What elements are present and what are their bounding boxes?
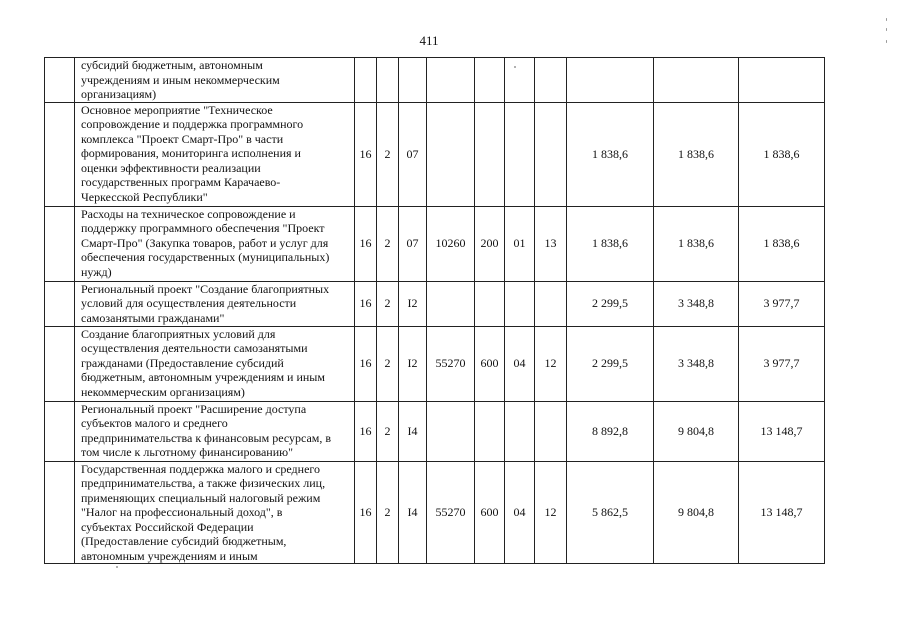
code-cell: 04 (505, 326, 535, 401)
code-cell: 16 (355, 461, 377, 564)
table-row (45, 58, 825, 103)
code-cell: I2 (399, 281, 427, 326)
table-row (45, 206, 825, 281)
code-cell: 16 (355, 281, 377, 326)
row-margin-cell (45, 326, 75, 401)
amount-cell: 3 977,7 (739, 281, 825, 326)
code-cell: 600 (475, 461, 505, 564)
code-cell: 2 (377, 102, 399, 206)
code-cell: 2 (377, 326, 399, 401)
amount-cell: 13 148,7 (739, 461, 825, 564)
table-row (45, 326, 825, 401)
code-cell (399, 58, 427, 103)
page-number: 411 (419, 33, 439, 48)
amount-cell: 3 977,7 (739, 326, 825, 401)
amount-cell: 2 299,5 (567, 281, 654, 326)
code-cell: 2 (377, 206, 399, 281)
row-name: Государственная поддержка малого и среднего предпринимательства, а также физических лиц, применяющих специальный налоговый режим "Налог на профессиональный доход", в субъектах Российской Федерации (Предоставление субсидий бюджетным, автономным учреждениям и иным (75, 461, 355, 564)
code-cell (535, 281, 567, 326)
row-margin-cell (45, 102, 75, 206)
code-cell: 13 (535, 206, 567, 281)
code-cell: 12 (535, 326, 567, 401)
code-cell (475, 58, 505, 103)
amount-cell: 1 838,6 (739, 206, 825, 281)
code-cell: 07 (399, 206, 427, 281)
code-cell (535, 58, 567, 103)
row-margin-cell (45, 281, 75, 326)
amount-cell: 9 804,8 (654, 401, 739, 461)
code-cell (505, 102, 535, 206)
code-cell: 10260 (427, 206, 475, 281)
scan-speck (886, 28, 887, 31)
row-margin-cell (45, 401, 75, 461)
row-margin-cell (45, 206, 75, 281)
code-cell: 55270 (427, 461, 475, 564)
amount-cell: 1 838,6 (654, 206, 739, 281)
row-margin-cell (45, 58, 75, 103)
code-cell: 12 (535, 461, 567, 564)
code-cell (505, 401, 535, 461)
row-name: Расходы на техническое сопровождение и поддержку программного обеспечения "Проект Смарт-Про" (Закупка товаров, работ и услуг для обеспечения государственных (муниципальных) нужд) (75, 206, 355, 281)
code-cell (505, 58, 535, 103)
scan-speck (514, 66, 516, 68)
code-cell: 2 (377, 461, 399, 564)
table-row (45, 281, 825, 326)
scan-speck (886, 40, 887, 43)
code-cell (427, 401, 475, 461)
code-cell: I4 (399, 461, 427, 564)
amount-cell (567, 58, 654, 103)
table-row (45, 401, 825, 461)
scan-speck (886, 18, 887, 21)
table-row (45, 461, 825, 564)
amount-cell: 5 862,5 (567, 461, 654, 564)
amount-cell: 13 148,7 (739, 401, 825, 461)
code-cell (355, 58, 377, 103)
row-name: Региональный проект "Создание благоприятных условий для осуществления деятельности самозанятыми гражданами" (75, 281, 355, 326)
amount-cell: 2 299,5 (567, 326, 654, 401)
amount-cell: 1 838,6 (567, 102, 654, 206)
code-cell: 07 (399, 102, 427, 206)
amount-cell: 1 838,6 (567, 206, 654, 281)
code-cell: 2 (377, 281, 399, 326)
code-cell: 16 (355, 401, 377, 461)
amount-cell: 1 838,6 (654, 102, 739, 206)
code-cell: 16 (355, 326, 377, 401)
code-cell: 16 (355, 206, 377, 281)
budget-table (44, 57, 825, 564)
amount-cell: 3 348,8 (654, 281, 739, 326)
code-cell: I4 (399, 401, 427, 461)
code-cell: 55270 (427, 326, 475, 401)
amount-cell: 3 348,8 (654, 326, 739, 401)
row-name: Создание благоприятных условий для осуществления деятельности самозанятыми гражданами (Предоставление субсидий бюджетным, автономным учреждениям и иным некоммерческим организациям) (75, 326, 355, 401)
code-cell (427, 58, 475, 103)
code-cell (535, 102, 567, 206)
row-margin-cell (45, 461, 75, 564)
code-cell: I2 (399, 326, 427, 401)
code-cell (427, 281, 475, 326)
code-cell (535, 401, 567, 461)
code-cell: 600 (475, 326, 505, 401)
code-cell (475, 401, 505, 461)
code-cell (475, 281, 505, 326)
code-cell: 01 (505, 206, 535, 281)
code-cell (505, 281, 535, 326)
row-name: субсидий бюджетным, автономным учреждениям и иным некоммерческим организациям) (75, 58, 355, 103)
row-name: Основное мероприятие "Техническое сопровождение и поддержка программного комплекса "Проект Смарт-Про" в части формирования, мониторинга исполнения и оценки эффективности реализации государственных программ Карачаево- Черкесской Республики" (75, 102, 355, 206)
code-cell (377, 58, 399, 103)
code-cell: 16 (355, 102, 377, 206)
amount-cell: 9 804,8 (654, 461, 739, 564)
code-cell (427, 102, 475, 206)
amount-cell (739, 58, 825, 103)
code-cell: 200 (475, 206, 505, 281)
code-cell: 2 (377, 401, 399, 461)
code-cell: 04 (505, 461, 535, 564)
scan-speck (116, 566, 118, 568)
amount-cell: 8 892,8 (567, 401, 654, 461)
table-row (45, 102, 825, 206)
code-cell (475, 102, 505, 206)
row-name: Региональный проект "Расширение доступа субъектов малого и среднего предпринимательства к финансовым ресурсам, в том числе к льготному финансированию" (75, 401, 355, 461)
amount-cell: 1 838,6 (739, 102, 825, 206)
amount-cell (654, 58, 739, 103)
